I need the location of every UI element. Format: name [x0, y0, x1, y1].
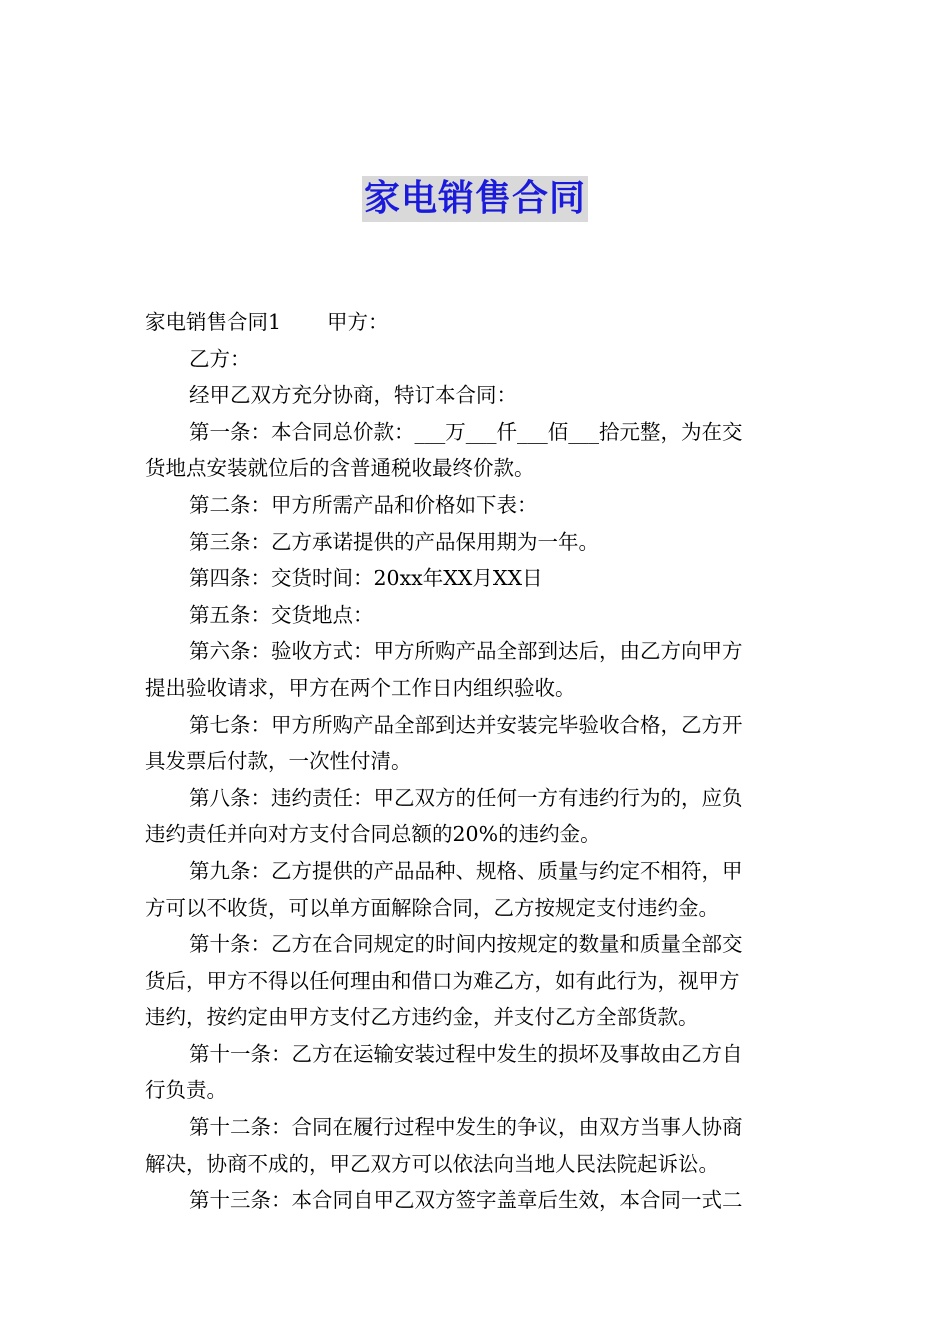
paragraph-line: 方可以不收货，可以单方面解除合同，乙方按规定支付违约金。 — [145, 895, 719, 920]
paragraph-line: 第五条：交货地点： — [189, 602, 374, 627]
paragraph-line: 违约，按约定由甲方支付乙方违约金，并支付乙方全部货款。 — [145, 1005, 699, 1030]
paragraph-line: 第十二条：合同在履行过程中发生的争议，由双方当事人协商 — [189, 1115, 743, 1140]
paragraph-line: 第四条：交货时间：20xx年XX月XX日 — [189, 566, 543, 591]
paragraph-line: 第七条：甲方所购产品全部到达并安装完毕验收合格，乙方开 — [189, 712, 743, 737]
paragraph-line: 第二条：甲方所需产品和价格如下表： — [189, 492, 538, 517]
paragraph-line: 货后，甲方不得以任何理由和借口为难乙方，如有此行为，视甲方 — [145, 968, 740, 993]
paragraph-line: 违约责任并向对方支付合同总额的20%的违约金。 — [145, 822, 601, 847]
document-body — [145, 304, 807, 1219]
paragraph-line: 货地点安装就位后的含普通税收最终价款。 — [145, 456, 535, 481]
paragraph-line: 第三条：乙方承诺提供的产品保用期为一年。 — [189, 529, 599, 554]
paragraph-line: 第九条：乙方提供的产品品种、规格、质量与约定不相符，甲 — [189, 858, 743, 883]
title-container — [0, 176, 950, 222]
paragraph-line: 第六条：验收方式：甲方所购产品全部到达后，由乙方向甲方 — [189, 639, 743, 664]
paragraph-line: 第十三条：本合同自甲乙双方签字盖章后生效，本合同一式二 — [189, 1188, 743, 1213]
paragraph-line: 第一条：本合同总价款：___万___仟___佰___拾元整，为在交 — [189, 419, 743, 444]
paragraph-line: 第十条：乙方在合同规定的时间内按规定的数量和质量全部交 — [189, 932, 743, 957]
paragraph-line: 具发票后付款，一次性付清。 — [145, 749, 412, 774]
heading-line — [145, 304, 807, 341]
paragraph-line: 第八条：违约责任：甲乙双方的任何一方有违约行为的，应负 — [189, 785, 743, 810]
paragraph-line: 解决，协商不成的，甲乙双方可以依法向当地人民法院起诉讼。 — [145, 1151, 719, 1176]
paragraph-line: 乙方： — [189, 346, 251, 371]
paragraph-line: 提出验收请求，甲方在两个工作日内组织验收。 — [145, 675, 576, 700]
contract-name: 家电销售合同1 — [145, 310, 282, 334]
party-a-label: 甲方： — [327, 310, 389, 334]
paragraph-line: 经甲乙双方充分协商，特订本合同： — [189, 383, 517, 408]
document-title: 家电销售合同 — [362, 176, 588, 222]
paragraph-line: 行负责。 — [145, 1078, 227, 1103]
paragraph-line: 第十一条：乙方在运输安装过程中发生的损坏及事故由乙方自 — [189, 1041, 743, 1066]
